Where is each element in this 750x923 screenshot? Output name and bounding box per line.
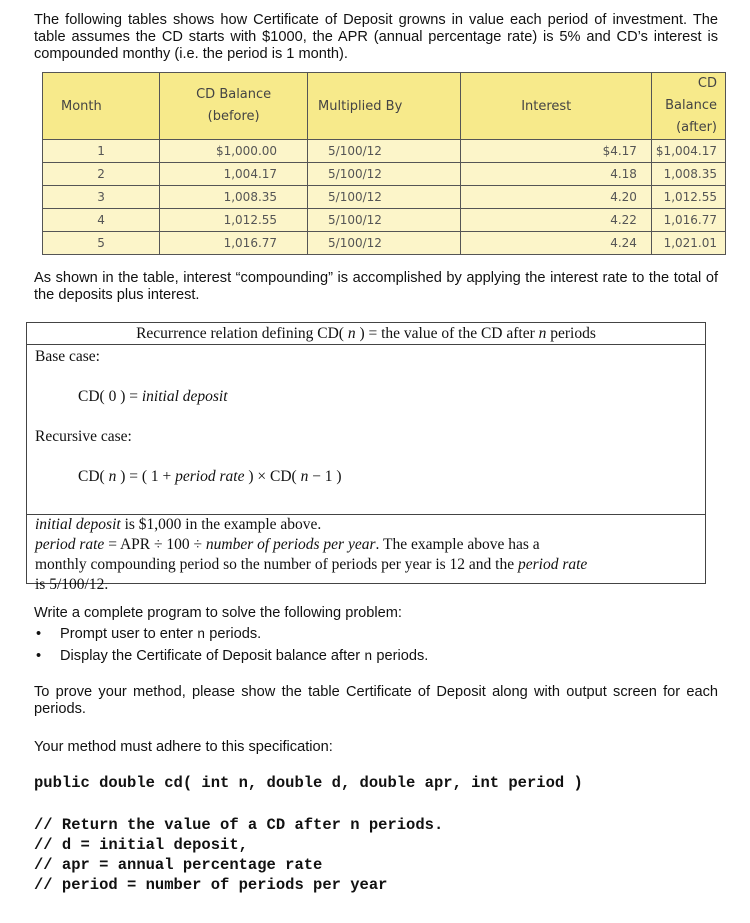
header-multiplied-by: Multiplied By: [308, 73, 461, 140]
recursive-case-label: Recursive case:: [35, 428, 132, 445]
task-intro: Write a complete program to solve the following problem:: [34, 605, 402, 621]
comment-line: // Return the value of a CD after n periods.: [34, 816, 444, 834]
list-item: • Prompt user to enter n periods.: [34, 624, 428, 646]
table-row: [43, 163, 726, 186]
cd-growth-table: [42, 72, 726, 255]
note-period-rate: period rate = APR ÷ 100 ÷ number of periods per year. The example above has a: [35, 536, 540, 553]
comment-line: // period = number of periods per year: [34, 876, 388, 894]
compounding-paragraph: As shown in the table, interest “compounding” is accomplished by applying the interest rate to the total of the deposits plus interest.: [34, 270, 718, 303]
header-balance-before: CD Balance (before): [160, 73, 308, 140]
comment-line: // d = initial deposit,: [34, 836, 248, 854]
cell-after: 1,021.01: [651, 232, 725, 255]
recursive-case-formula: CD( n ) = ( 1 + period rate ) × CD( n − 1 ): [78, 468, 342, 485]
cell-after: $1,004.17: [651, 140, 725, 163]
cell-month: 3: [43, 186, 160, 209]
list-item: • Display the Certificate of Deposit balance after n periods.: [34, 646, 428, 668]
cell-before: $1,000.00: [160, 140, 308, 163]
base-case-formula: CD( 0 ) = initial deposit: [78, 388, 228, 405]
cell-before: 1,004.17: [160, 163, 308, 186]
cell-multiplied: 5/100/12: [308, 209, 461, 232]
table-row: [43, 140, 726, 163]
prove-paragraph: To prove your method, please show the table Certificate of Deposit along with output screen for each periods.: [34, 684, 718, 717]
method-signature: public double cd( int n, double d, double apr, int period ): [34, 774, 583, 792]
cell-month: 5: [43, 232, 160, 255]
cell-after: 1,016.77: [651, 209, 725, 232]
table-row: [43, 232, 726, 255]
cell-before: 1,012.55: [160, 209, 308, 232]
requirement-list: [34, 624, 428, 668]
intro-paragraph: The following tables shows how Certificate of Deposit growns in value each period of investment. The table assumes the CD starts with $1000, the APR (annual percentage rate) is 5% and CD’s interest is compounded monthy (i.e. the period is 1 month).: [34, 12, 718, 62]
cell-interest: 4.22: [461, 209, 652, 232]
cell-month: 1: [43, 140, 160, 163]
note-monthly: monthly compounding period so the number of periods per year is 12 and the period rate: [35, 556, 588, 573]
cell-interest: 4.18: [461, 163, 652, 186]
table-header-row: [43, 73, 726, 140]
note-initial-deposit: initial deposit is $1,000 in the example above.: [35, 516, 322, 533]
cell-interest: $4.17: [461, 140, 652, 163]
cell-before: 1,008.35: [160, 186, 308, 209]
cell-after: 1,012.55: [651, 186, 725, 209]
cell-multiplied: 5/100/12: [308, 140, 461, 163]
header-balance-after: CD Balance (after): [651, 73, 725, 140]
recurrence-body: [27, 344, 705, 515]
cell-before: 1,016.77: [160, 232, 308, 255]
header-month: Month: [43, 73, 160, 140]
cell-month: 2: [43, 163, 160, 186]
cell-multiplied: 5/100/12: [308, 163, 461, 186]
cell-interest: 4.24: [461, 232, 652, 255]
recurrence-box: [26, 322, 706, 593]
cell-multiplied: 5/100/12: [308, 186, 461, 209]
recurrence-notes: [35, 515, 699, 595]
note-rate-value: is 5/100/12.: [35, 576, 109, 593]
table-row: [43, 209, 726, 232]
cell-after: 1,008.35: [651, 163, 725, 186]
spec-intro: Your method must adhere to this specification:: [34, 739, 333, 755]
cell-multiplied: 5/100/12: [308, 232, 461, 255]
base-case-label: Base case:: [35, 348, 100, 365]
cell-month: 4: [43, 209, 160, 232]
recurrence-title: Recurrence relation defining CD( n ) = the value of the CD after n periods: [27, 324, 705, 345]
comment-line: // apr = annual percentage rate: [34, 856, 323, 874]
cell-interest: 4.20: [461, 186, 652, 209]
table-row: [43, 186, 726, 209]
header-interest: Interest: [461, 73, 652, 140]
